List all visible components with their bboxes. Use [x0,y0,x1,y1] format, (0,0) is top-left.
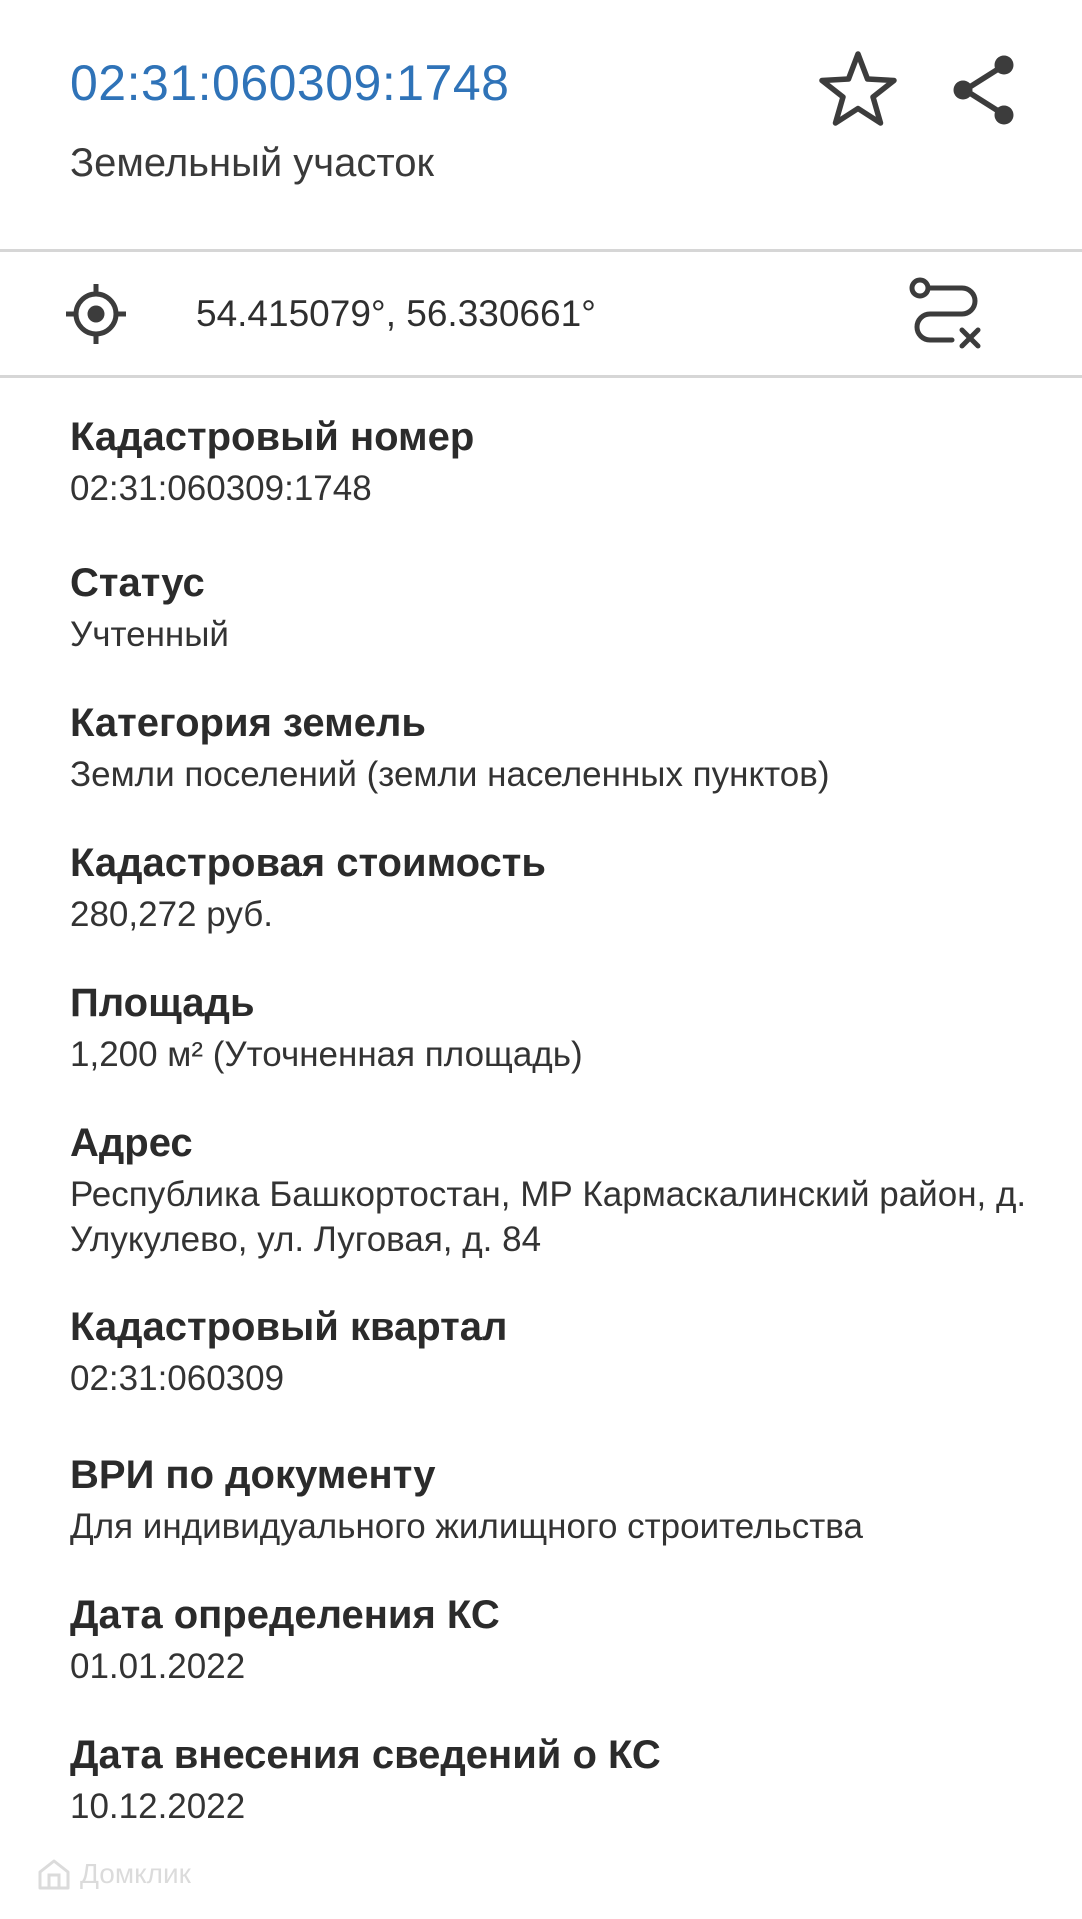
detail-value: 1,200 м² (Уточненная площадь) [70,1035,583,1074]
detail-label: ВРИ по документу [70,1453,436,1497]
detail-cadastral-quarter [70,1300,1030,1401]
cadastral-number-title[interactable]: 02:31:060309:1748 [70,55,510,111]
detail-address [70,1116,1030,1262]
detail-label: Дата внесения сведений о КС [70,1733,661,1777]
detail-label: Площадь [70,981,255,1025]
detail-value[interactable]: 02:31:060309 [70,1359,285,1398]
detail-value: 10.12.2022 [70,1787,246,1826]
route-cancel-icon[interactable] [906,274,986,354]
object-type-subtitle: Земельный участок [70,141,435,185]
detail-area [70,976,1030,1077]
crosshair-icon[interactable] [64,282,128,346]
detail-label: Кадастровая стоимость [70,841,546,885]
detail-label: Статус [70,561,205,605]
share-icon [938,44,1030,136]
detail-label: Адрес [70,1121,193,1165]
object-header [0,0,1082,250]
coordinates-bar [0,252,1082,375]
star-outline-icon [812,44,904,136]
detail-value: Учтенный [70,615,229,654]
detail-label: Кадастровый номер [70,415,475,459]
coordinates-text[interactable]: 54.415079°, 56.330661° [196,293,596,334]
detail-value[interactable]: Республика Башкортостан, МР Кармаскалинский район, д. Улукулево, ул. Луговая, д. 84 [70,1175,1027,1259]
detail-cadastral-number [70,410,1030,511]
detail-value: 280,272 руб. [70,895,273,934]
detail-value: 01.01.2022 [70,1647,246,1686]
house-logo-icon [36,1856,72,1892]
coordinates-divider [0,375,1082,378]
detail-land-category [70,696,1030,797]
detail-status [70,556,1030,657]
detail-permitted-use [70,1448,1030,1549]
favorite-button[interactable] [812,44,904,136]
detail-label: Категория земель [70,701,426,745]
detail-label: Дата определения КС [70,1593,500,1637]
detail-record-date [70,1728,1030,1829]
detail-label: Кадастровый квартал [70,1305,508,1349]
detail-cadastral-value [70,836,1030,937]
share-button[interactable] [938,44,1030,136]
detail-value: Для индивидуального жилищного строительства [70,1507,863,1546]
detail-value: Земли поселений (земли населенных пунктов) [70,755,830,794]
detail-value[interactable]: 02:31:060309:1748 [70,469,372,508]
detail-valuation-date [70,1588,1030,1689]
domclick-watermark [36,1856,191,1892]
watermark-text: Домклик [80,1858,191,1889]
